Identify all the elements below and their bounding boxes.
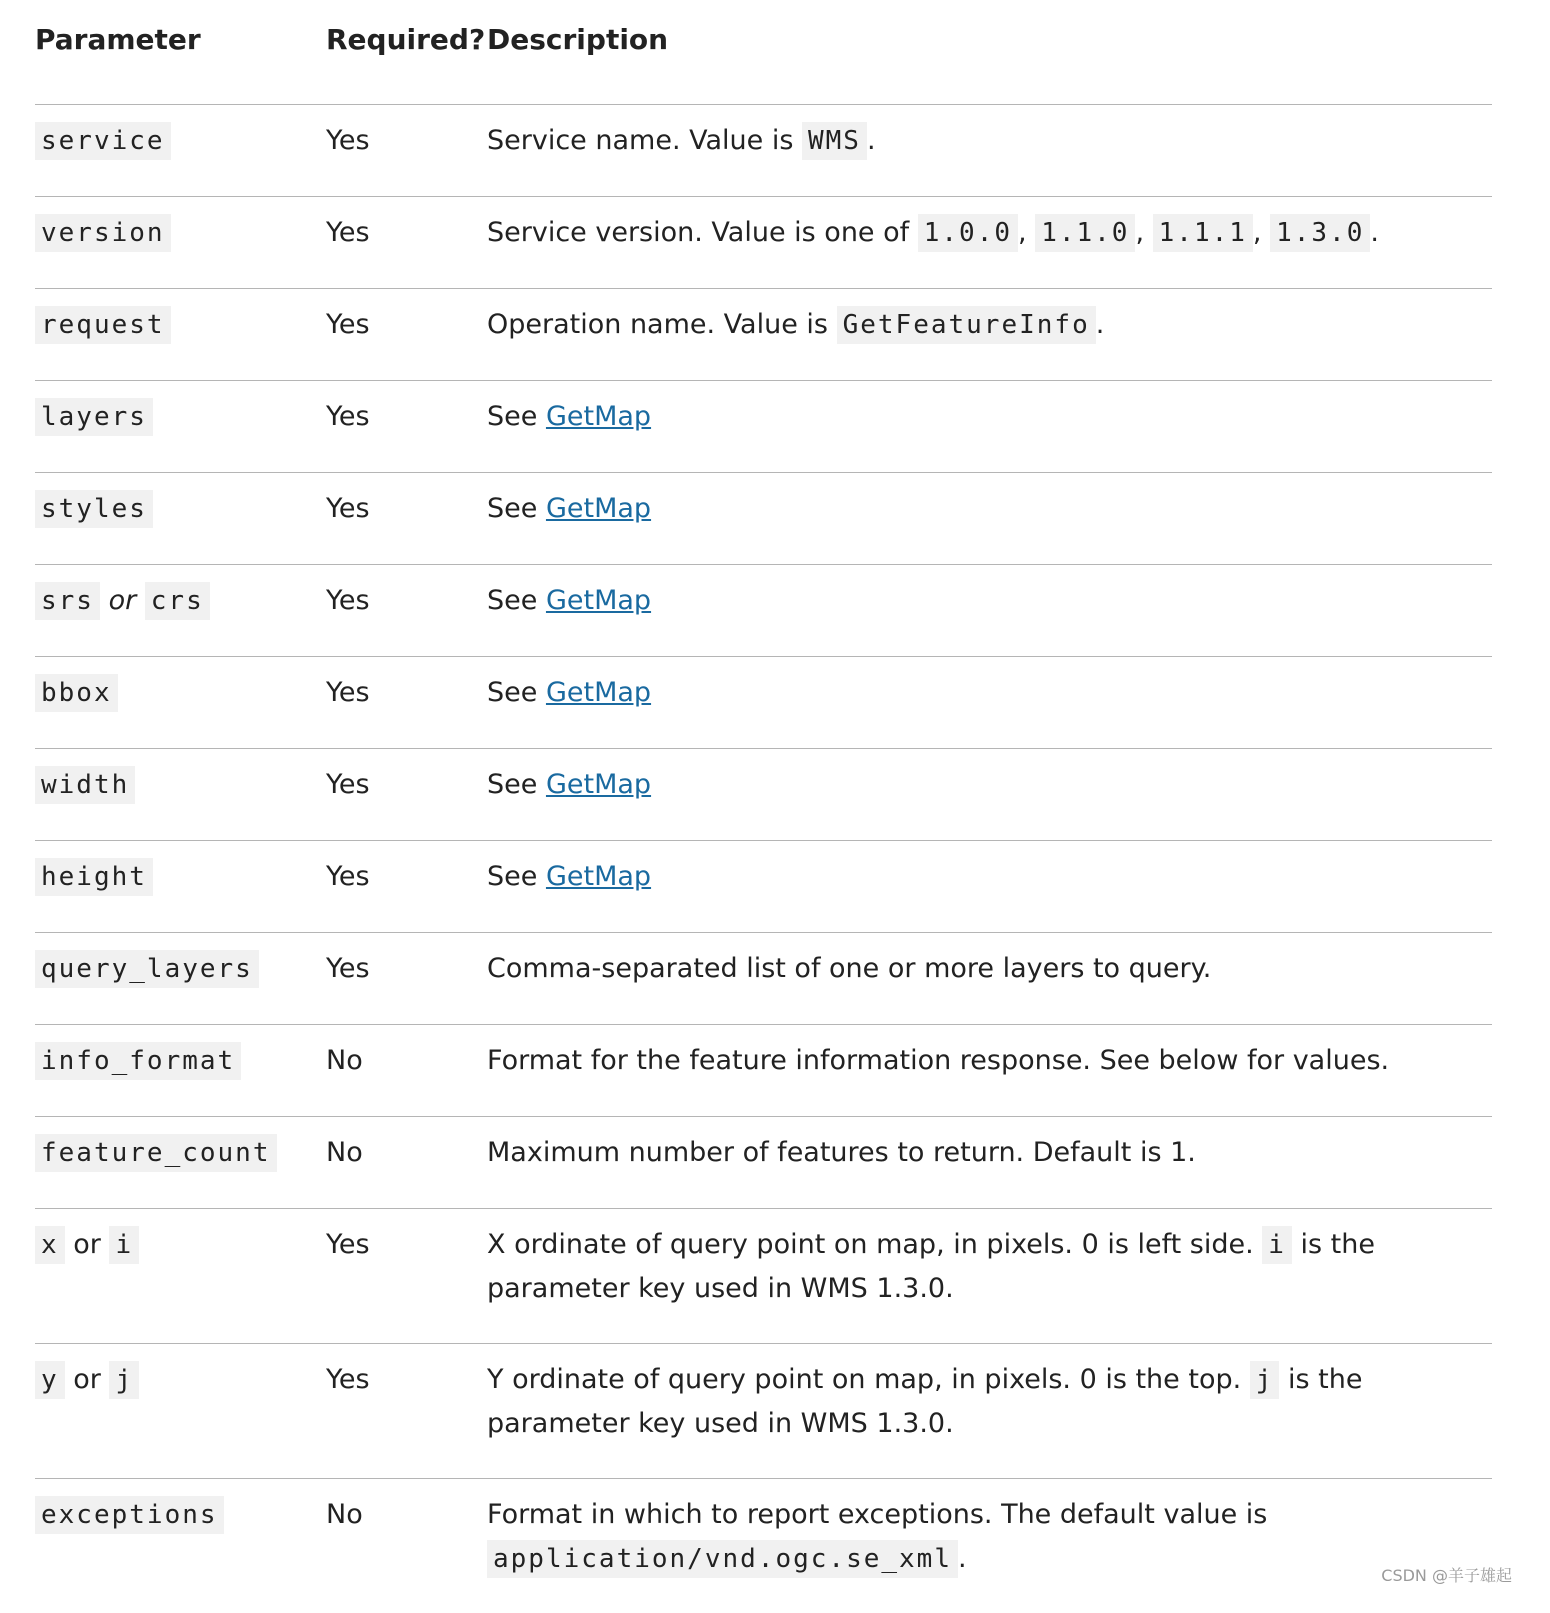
- param-name: srs: [35, 582, 100, 620]
- or-text: or: [108, 585, 137, 616]
- required-value: Yes: [326, 401, 370, 432]
- param-name: j: [109, 1361, 139, 1399]
- param-description: Comma-separated list of one or more layers to query.: [487, 953, 1212, 984]
- getmap-link[interactable]: GetMap: [545, 493, 652, 524]
- required-value: Yes: [326, 861, 370, 892]
- required-value: Yes: [326, 1364, 370, 1395]
- required-value: Yes: [326, 493, 370, 524]
- table-row: [35, 104, 1492, 196]
- required-value: No: [326, 1499, 363, 1530]
- required-value: Yes: [326, 125, 370, 156]
- table-row: [35, 288, 1492, 380]
- table-row: [35, 1343, 1492, 1478]
- param-name: request: [35, 306, 171, 344]
- required-value: Yes: [326, 953, 370, 984]
- version-code: 1.1.0: [1035, 214, 1135, 252]
- param-description: Operation name. Value is GetFeatureInfo .: [487, 303, 1492, 347]
- param-name: i: [109, 1226, 139, 1264]
- table-row: [35, 1208, 1492, 1343]
- param-name: bbox: [35, 674, 118, 712]
- value-code: i: [1262, 1226, 1292, 1264]
- param-name: y: [35, 1361, 65, 1399]
- param-description: X ordinate of query point on map, in pixels. 0 is left side. i is the parameter key used in WMS 1.3.0.: [487, 1223, 1492, 1311]
- table-row: [35, 1116, 1492, 1208]
- param-description: See GetMap: [487, 861, 652, 892]
- param-description: See GetMap: [487, 769, 652, 800]
- param-description: See GetMap: [487, 493, 652, 524]
- param-name: info_format: [35, 1042, 241, 1080]
- or-text: or: [73, 1364, 101, 1395]
- version-code: 1.0.0: [918, 214, 1018, 252]
- required-value: Yes: [326, 1229, 370, 1260]
- parameters-table: [35, 0, 1492, 1613]
- param-name: query_layers: [35, 950, 259, 988]
- table-row: [35, 748, 1492, 840]
- param-description: See GetMap: [487, 585, 652, 616]
- table-row: [35, 656, 1492, 748]
- param-name: layers: [35, 398, 153, 436]
- param-description: See GetMap: [487, 677, 652, 708]
- required-value: Yes: [326, 585, 370, 616]
- param-name: version: [35, 214, 171, 252]
- param-description: Y ordinate of query point on map, in pixels. 0 is the top. j is the parameter key used in WMS 1.3.0.: [487, 1358, 1492, 1446]
- param-name: x: [35, 1226, 65, 1264]
- table-row: [35, 932, 1492, 1024]
- required-value: No: [326, 1045, 363, 1076]
- required-value: Yes: [326, 309, 370, 340]
- param-name: service: [35, 122, 171, 160]
- param-description: Service name. Value is WMS .: [487, 119, 1492, 163]
- param-description: Service version. Value is one of 1.0.0 , 1.1.0 , 1.1.1 , 1.3.0 .: [487, 211, 1492, 255]
- getmap-link[interactable]: GetMap: [545, 861, 652, 892]
- table-row: [35, 380, 1492, 472]
- getmap-link[interactable]: GetMap: [545, 585, 652, 616]
- value-code: application/vnd.ogc.se_xml: [487, 1540, 958, 1578]
- param-name: styles: [35, 490, 153, 528]
- required-value: No: [326, 1137, 363, 1168]
- table-row: [35, 196, 1492, 288]
- param-name: crs: [145, 582, 210, 620]
- version-code: 1.1.1: [1153, 214, 1253, 252]
- table-row: [35, 1478, 1492, 1613]
- value-code: WMS: [802, 122, 867, 160]
- param-description: See GetMap: [487, 401, 652, 432]
- table-row: [35, 840, 1492, 932]
- required-value: Yes: [326, 677, 370, 708]
- param-name: exceptions: [35, 1496, 224, 1534]
- getmap-link[interactable]: GetMap: [545, 677, 652, 708]
- required-value: Yes: [326, 217, 370, 248]
- version-code: 1.3.0: [1270, 214, 1370, 252]
- table-row: [35, 564, 1492, 656]
- value-code: GetFeatureInfo: [837, 306, 1096, 344]
- or-text: or: [73, 1229, 101, 1260]
- param-name: width: [35, 766, 135, 804]
- param-name: feature_count: [35, 1134, 277, 1172]
- header-description: Description: [487, 23, 669, 56]
- param-name: height: [35, 858, 153, 896]
- table-header: [35, 0, 1492, 104]
- getmap-link[interactable]: GetMap: [545, 769, 652, 800]
- param-description: Maximum number of features to return. Default is 1.: [487, 1137, 1196, 1168]
- table-row: [35, 1024, 1492, 1116]
- value-code: j: [1250, 1361, 1280, 1399]
- header-required: Required?: [326, 23, 486, 56]
- getmap-link[interactable]: GetMap: [545, 401, 652, 432]
- watermark: CSDN @羊子雄起: [1381, 1566, 1512, 1585]
- param-description: Format for the feature information response. See below for values.: [487, 1045, 1390, 1076]
- required-value: Yes: [326, 769, 370, 800]
- param-description: Format in which to report exceptions. The default value is application/vnd.ogc.se_xml .: [487, 1493, 1492, 1581]
- table-row: [35, 472, 1492, 564]
- header-parameter: Parameter: [35, 23, 201, 56]
